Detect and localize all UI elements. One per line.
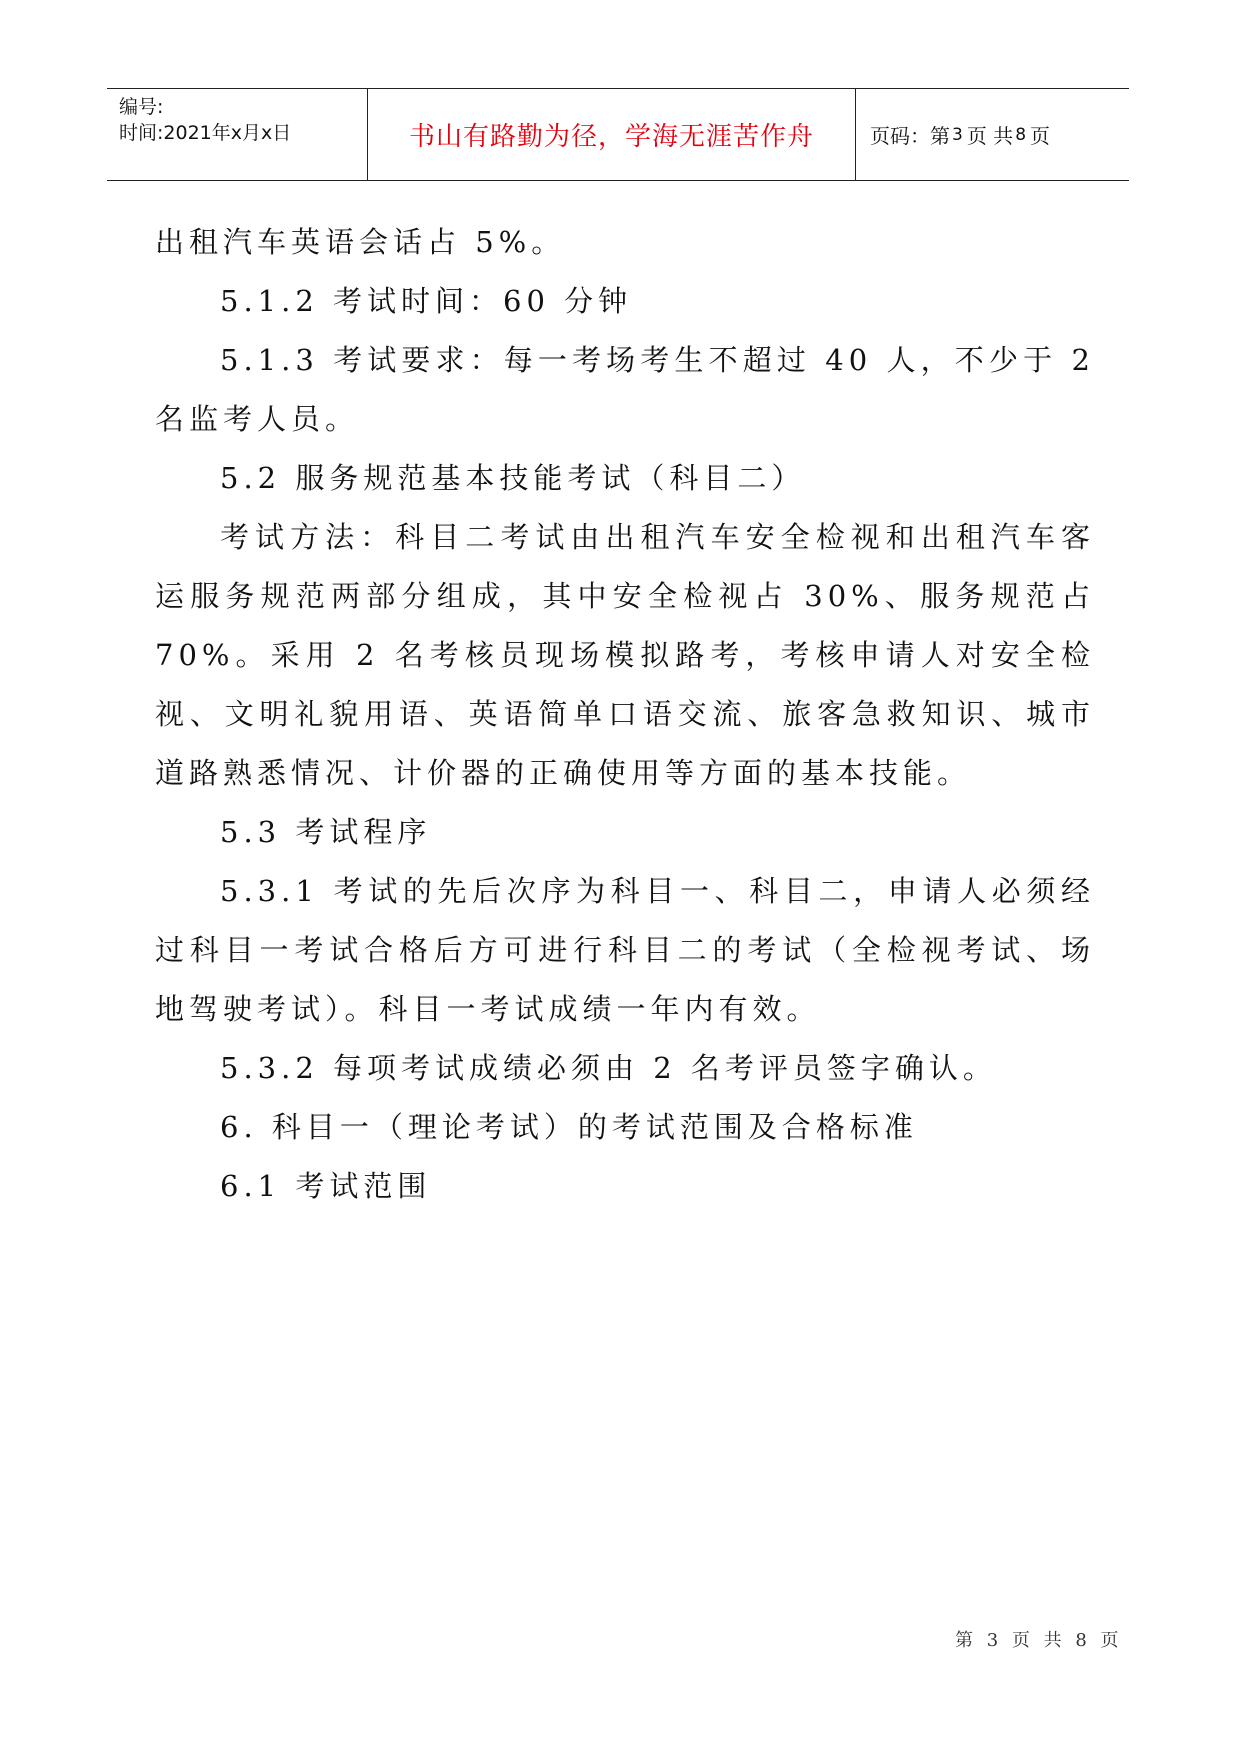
paragraph-score-confirmation: 5.3.2 每项考试成绩必须由 2 名考评员签字确认。 xyxy=(220,1051,997,1085)
heading-exam-scope: 6.1 考试范围 xyxy=(220,1169,432,1203)
page-suffix: 页 xyxy=(1030,124,1051,148)
paragraph-exam-time: 5.1.2 考试时间：60 分钟 xyxy=(220,284,633,318)
heading-service-skill-exam: 5.2 服务规范基本技能考试（科目二） xyxy=(220,461,806,495)
page-prefix: 页码：第 xyxy=(870,124,950,148)
document-body xyxy=(155,213,1095,1216)
paragraph-exam-method: 考试方法：科目二考试由出租汽车安全检视和出租汽车客运服务规范两部分组成，其中安全检视占 30%、服务规范占 70%。采用 2 名考核员现场模拟路考，考核申请人对安全检视、文明礼貌用语、英语简单口语交流、旅客急救知识、城市道路熟悉情况、计价器的正确使用等方面的基本技能。 xyxy=(155,520,1095,790)
page-middle: 页 共 xyxy=(966,124,1014,148)
total-page-number: 8 xyxy=(1015,124,1027,145)
paragraph-exam-requirement: 5.1.3 考试要求：每一考场考生不超过 40 人，不少于 2 名监考人员。 xyxy=(155,343,1095,436)
paragraph-english-share: 出租汽车英语会话占 5%。 xyxy=(155,225,566,259)
document-header xyxy=(107,88,1129,181)
heading-subject-one-scope: 6. 科目一（理论考试）的考试范围及合格标准 xyxy=(220,1110,918,1144)
date-label: 时间:2021年x月x日 xyxy=(119,122,292,144)
current-page-number: 3 xyxy=(952,124,963,145)
header-page-number xyxy=(856,89,1129,180)
footer-page-number: 第 3 页 共 8 页 xyxy=(955,1630,1123,1651)
heading-exam-procedure: 5.3 考试程序 xyxy=(220,815,432,849)
paragraph-exam-order: 5.3.1 考试的先后次序为科目一、科目二，申请人必须经过科目一考试合格后方可进行科目二的考试（全检视考试、场地驾驶考试）。科目一考试成绩一年内有效。 xyxy=(155,874,1095,1026)
header-meta-cell xyxy=(107,89,368,180)
serial-number-label: 编号: xyxy=(119,96,164,118)
header-motto: 书山有路勤为径，学海无涯苦作舟 xyxy=(368,89,856,180)
